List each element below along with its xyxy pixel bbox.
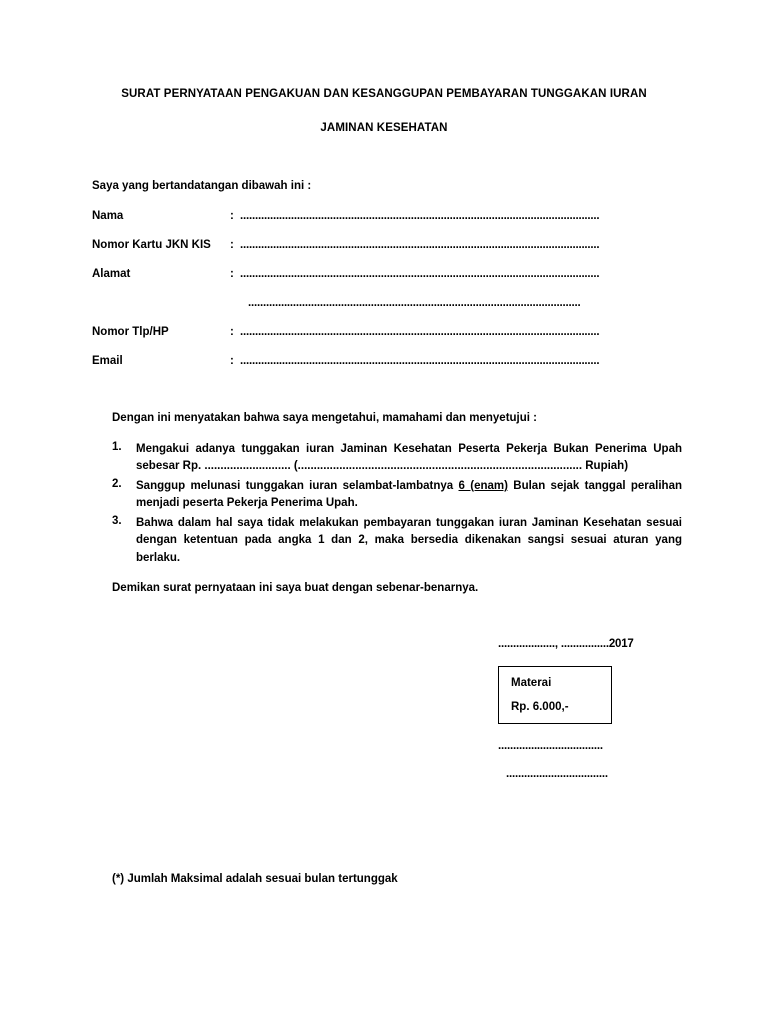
clause-list [112, 441, 682, 569]
field-label-nomor-tlp: Nomor Tlp/HP [92, 326, 169, 338]
title-line-1: SURAT PERNYATAAN PENGAKUAN DAN KESANGGUPAN PEMBAYARAN TUNGGAKAN IURAN [121, 88, 647, 100]
field-label-alamat: Alamat [92, 268, 131, 280]
stamp-duty-box [498, 666, 612, 724]
field-input-alamat-cont[interactable]: ............................................................................................................... [248, 297, 581, 309]
identity-fields [92, 210, 672, 384]
clause-text-3 [136, 515, 682, 567]
field-input-nama[interactable]: ........................................................................................................................ [240, 210, 600, 222]
footnote-text: (*) Jumlah Maksimal adalah sesuai bulan tertunggak [112, 873, 398, 885]
clause-marker-1: 1. [112, 441, 122, 453]
body-intro-text: Dengan ini menyatakan bahwa saya mengetahui, mamahami dan menyetujui : [112, 412, 537, 424]
field-colon-nomor-kartu: : [230, 239, 234, 251]
field-input-nomor-tlp[interactable]: ........................................................................................................................ [240, 326, 600, 338]
field-colon-alamat: : [230, 268, 234, 280]
clause-text-1-before: Mengakui adanya tunggakan iuran Jaminan Kesehatan Peserta Pekerja Bukan Penerima Upah sebesar Rp. ........................... (......................................................................................... Rupiah) [136, 443, 682, 473]
clause-text-3-before: Bahwa dalam hal saya tidak melakukan pembayaran tunggakan iuran Jaminan Kesehatan sesuai dengan ketentuan pada angka 1 dan 2, maka bersedia dikenakan sangsi sesuai aturan yang berlaku. [136, 516, 682, 564]
field-row-alamat [92, 268, 672, 297]
clause-item-2 [112, 478, 682, 513]
signature-extra-line[interactable]: .................................. [506, 768, 608, 780]
stamp-duty-value: Rp. 6.000,- [511, 701, 569, 713]
signature-date-line[interactable]: ..................., ................2017 [498, 638, 634, 650]
field-label-nama: Nama [92, 210, 124, 222]
field-input-alamat[interactable]: ........................................................................................................................ [240, 268, 600, 280]
clause-item-1 [112, 441, 682, 476]
clause-marker-3: 3. [112, 514, 122, 527]
closing-text: Demikan surat pernyataan ini saya buat dengan sebenar-benarnya. [112, 582, 479, 594]
field-label-nomor-kartu: Nomor Kartu JKN KIS [92, 239, 211, 251]
field-row-email [92, 355, 672, 384]
clause-text-2-before: Sanggup melunasi tunggakan iuran selambat-lambatnya [136, 479, 459, 492]
clause-text-2-underline: 6 (enam) [458, 479, 508, 492]
field-colon-nama: : [230, 210, 234, 222]
field-input-email[interactable]: ........................................................................................................................ [240, 355, 600, 367]
field-input-nomor-kartu[interactable]: ........................................................................................................................ [240, 239, 600, 251]
intro-text: Saya yang bertandatangan dibawah ini : [92, 180, 312, 192]
signature-block [498, 638, 718, 780]
stamp-duty-label: Materai [511, 677, 552, 689]
clause-text-2 [136, 478, 682, 513]
field-row-alamat-cont [92, 297, 672, 326]
signature-name-line[interactable]: ................................... [498, 740, 603, 752]
clause-marker-2: 2. [112, 477, 122, 490]
clause-text-2-after: Bulan sejak tanggal peralihan menjadi peserta Pekerja Penerima Upah. [136, 479, 683, 510]
field-colon-email: : [230, 355, 234, 367]
clause-item-3 [112, 515, 682, 567]
clause-text-1 [136, 441, 682, 476]
field-row-nomor-kartu [92, 239, 672, 268]
field-label-email: Email [92, 355, 123, 367]
field-row-nomor-tlp [92, 326, 672, 355]
field-colon-nomor-tlp: : [230, 326, 234, 338]
title-line-2: JAMINAN KESEHATAN [320, 121, 448, 134]
document-title [0, 88, 768, 136]
field-row-nama [92, 210, 672, 239]
